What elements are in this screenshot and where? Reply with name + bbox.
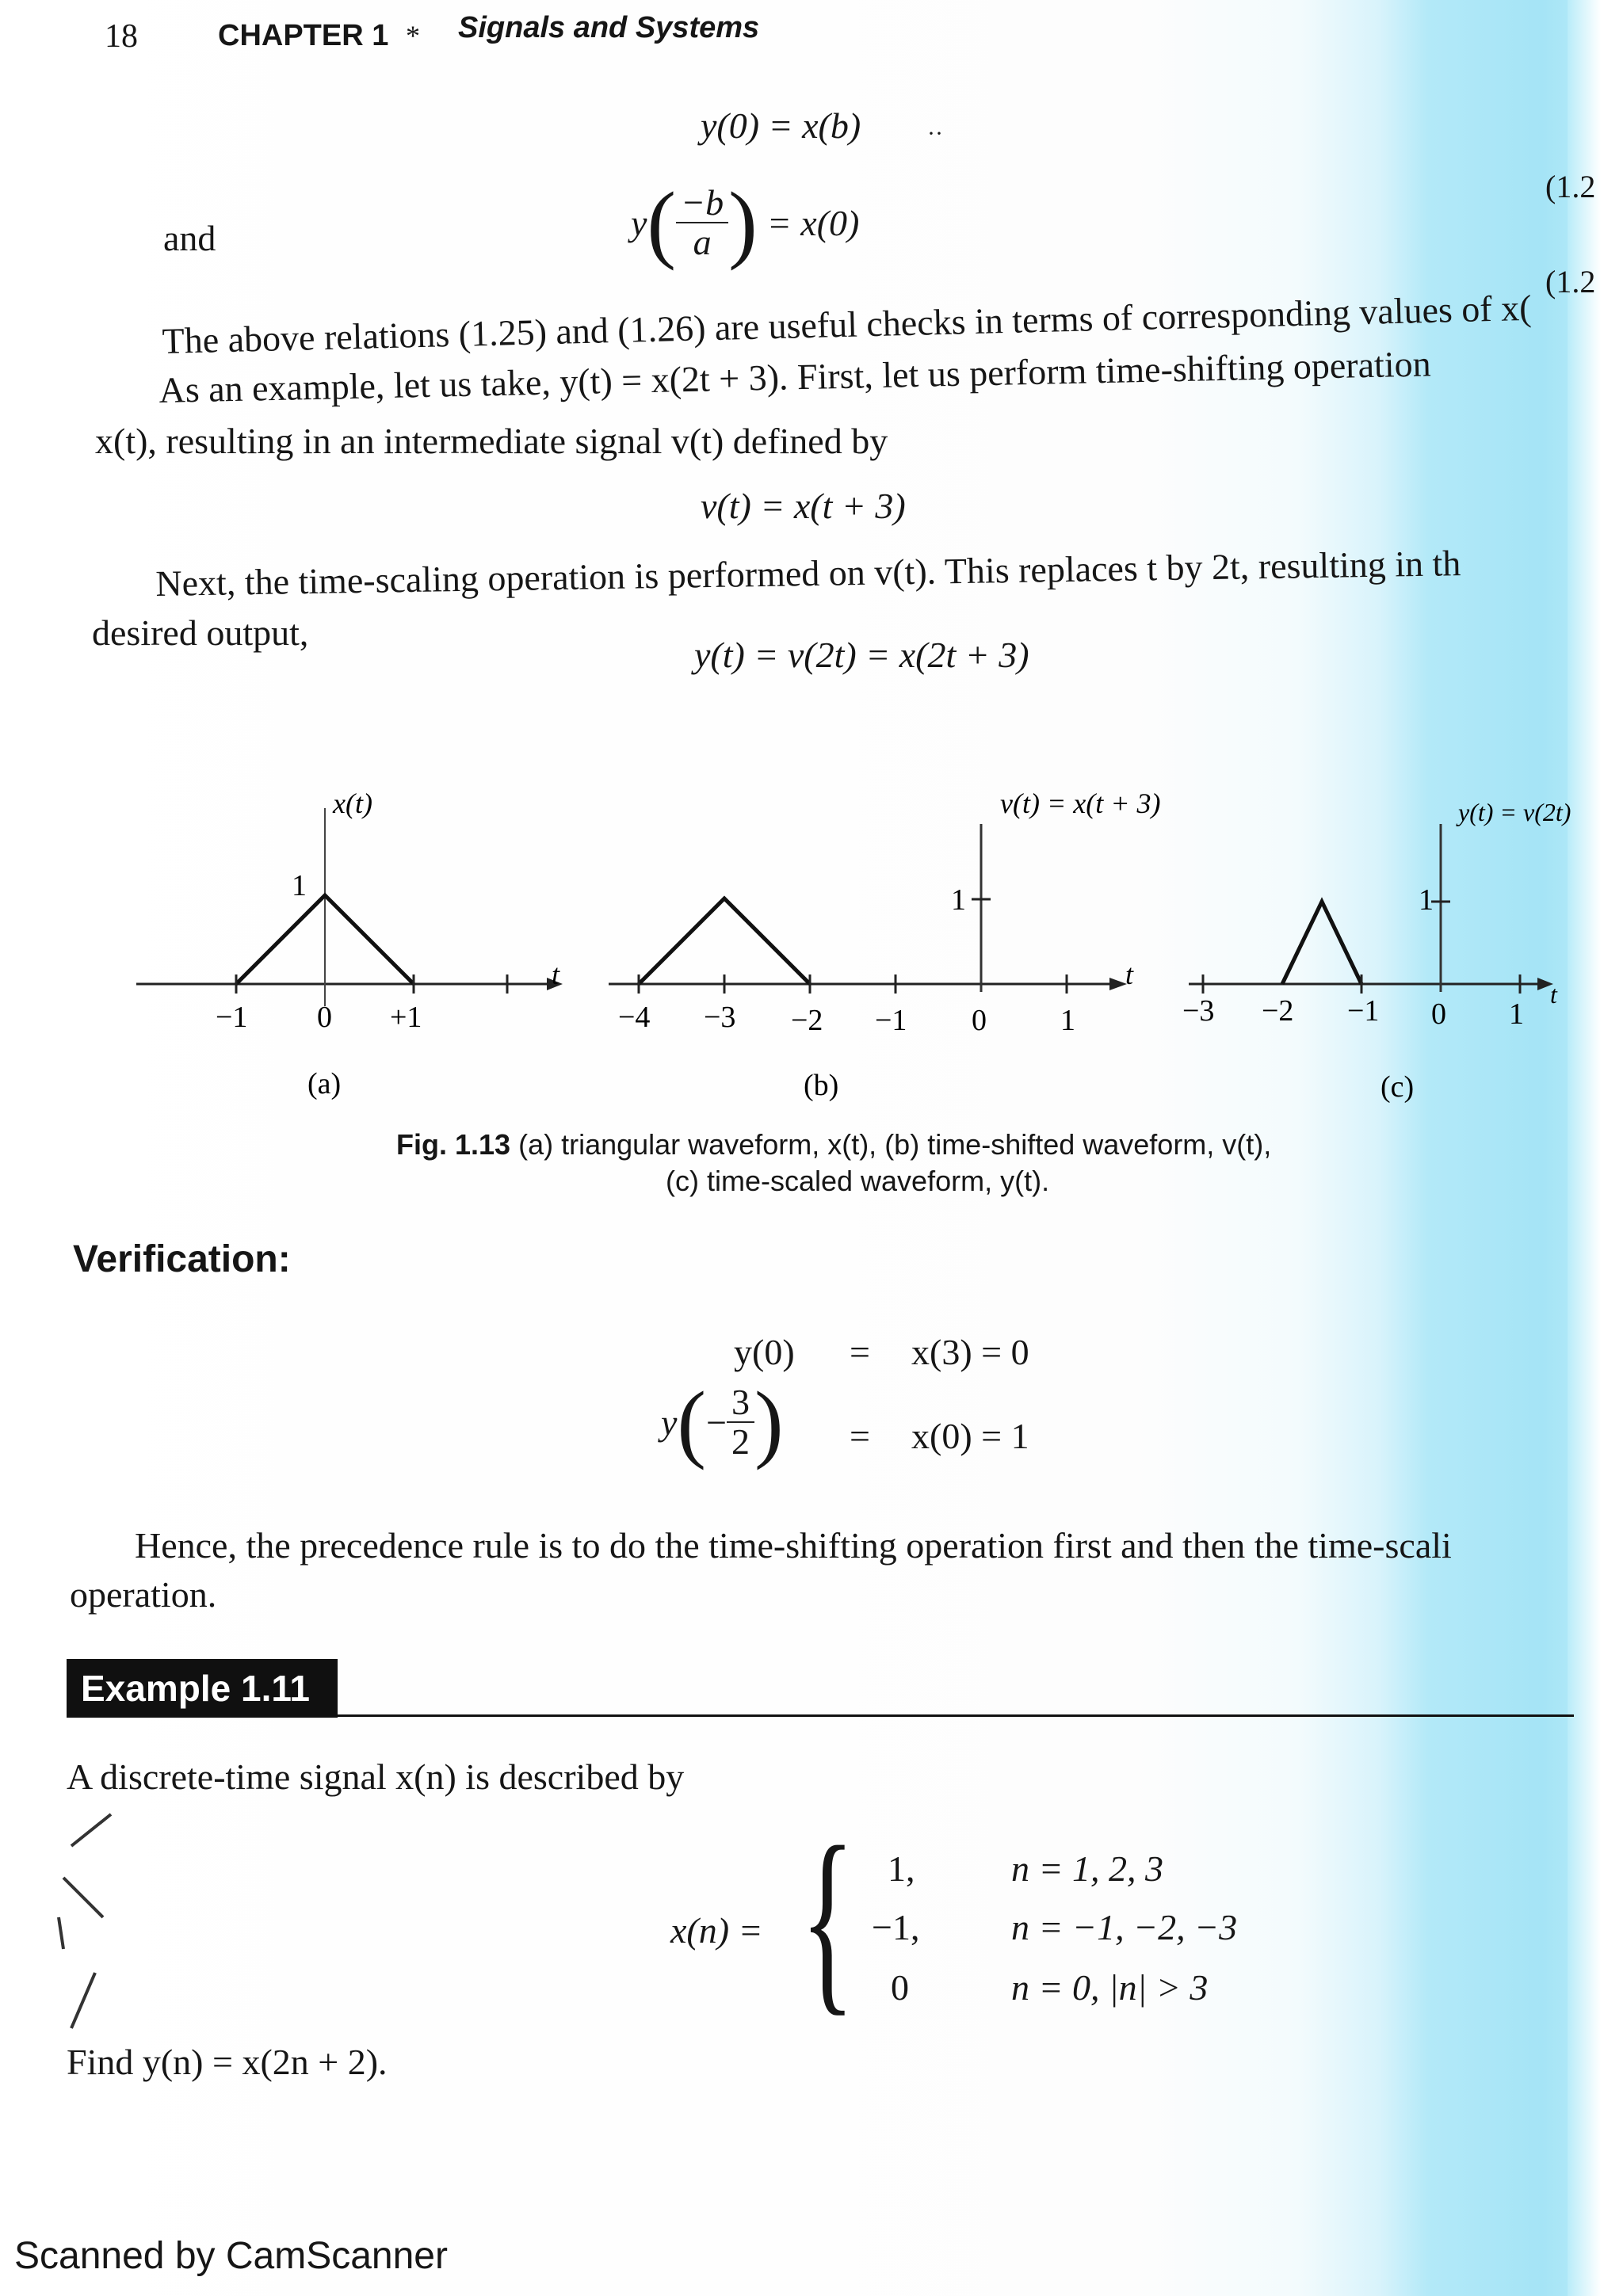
verification-row-2-equals: = xyxy=(850,1416,870,1456)
panel-a-title: x(t) xyxy=(333,788,372,819)
figure-caption-line-2: (c) time-scaled waveform, y(t). xyxy=(666,1165,1050,1197)
equation-y-symbol: y xyxy=(631,202,647,243)
panel-b-tick-label-1: −3 xyxy=(704,1001,736,1034)
panel-c-axis-var: t xyxy=(1550,980,1557,1009)
panel-c-tick-label-1: −2 xyxy=(1262,994,1294,1028)
panel-b-arrowhead xyxy=(1109,978,1127,990)
panel-c-title: y(t) = v(2t) xyxy=(1458,798,1571,826)
case-3-condition: n = 0, |n| > 3 xyxy=(1011,1967,1209,2008)
figure-caption-text-1: (a) triangular waveform, x(t), (b) time-shifted waveform, v(t), xyxy=(518,1128,1272,1161)
paragraph-1-line-1: The above relations (1.25) and (1.26) are useful checks in terms of corresponding values of x( xyxy=(162,287,1533,361)
equation-vt: v(t) = x(t + 3) xyxy=(701,486,906,526)
equation-tag-1: (1.2 xyxy=(1545,169,1596,204)
verification-row-1-lhs: y(0) xyxy=(734,1332,795,1372)
paragraph-1-line-2: As an example, let us take, y(t) = x(2t + 3). First, let us perform time-shifting operation xyxy=(158,343,1432,410)
panel-c-tick-label-4: 1 xyxy=(1509,997,1524,1031)
and-label: and xyxy=(163,218,216,258)
right-paren: ) xyxy=(728,174,758,271)
pen-annotation-marks xyxy=(48,1791,143,2052)
fraction-denominator: a xyxy=(693,222,712,262)
verification-row-1-rhs: x(3) = 0 xyxy=(911,1332,1029,1372)
paragraph-1-line-3: x(t), resulting in an intermediate signal v(t) defined by xyxy=(95,421,888,461)
panel-a xyxy=(136,788,563,1100)
figure-caption-number: Fig. 1.13 xyxy=(396,1128,511,1161)
verification-right-paren: ) xyxy=(754,1374,784,1470)
figure-1-13 xyxy=(0,776,1623,1125)
scan-edge-shadow xyxy=(1568,0,1623,2296)
panel-a-axis-var: t xyxy=(552,959,560,990)
equation-y0: y(0) = x(b) xyxy=(701,105,861,146)
case-1-value: 1, xyxy=(888,1848,915,1889)
page-number: 18 xyxy=(105,18,138,55)
panel-a-peak-label: 1 xyxy=(292,869,307,902)
panel-c-tick-label-2: −1 xyxy=(1347,994,1380,1028)
conclusion-line-1: Hence, the precedence rule is to do the time-shifting operation first and then the time-scali xyxy=(135,1525,1452,1566)
fraction-3: 3 xyxy=(727,1383,754,1423)
piecewise-brace: { xyxy=(800,1805,855,2033)
equation-yt: y(t) = v(2t) = x(2t + 3) xyxy=(694,635,1029,675)
panel-c-tick-label-0: −3 xyxy=(1182,994,1215,1028)
verification-row-2-rhs: x(0) = 1 xyxy=(911,1416,1029,1456)
panel-a-tick-label-1: 0 xyxy=(317,1001,332,1034)
panel-b-tick-label-5: 1 xyxy=(1060,1004,1075,1037)
verification-row-2-lhs xyxy=(661,1374,784,1470)
panel-b-triangle xyxy=(639,898,810,984)
paragraph-2-line-1: Next, the time-scaling operation is performed on v(t). This replaces t by 2t, resulting in th xyxy=(155,543,1461,604)
scanner-watermark: Scanned by CamScanner xyxy=(14,2235,448,2277)
equation-y-ratio xyxy=(631,174,860,271)
case-1-condition: n = 1, 2, 3 xyxy=(1011,1848,1164,1889)
panel-b-tick-label-0: −4 xyxy=(618,1001,651,1034)
panel-c-peak-label: 1 xyxy=(1419,883,1434,917)
example-heading: Example 1.11 xyxy=(67,1659,338,1718)
panel-a-tick-label-2: +1 xyxy=(390,1001,422,1034)
panel-c xyxy=(1182,798,1571,1104)
verification-minus: − xyxy=(706,1402,727,1443)
panel-c-triangle xyxy=(1282,902,1361,984)
panel-b-axis-var: t xyxy=(1125,959,1134,990)
verification-y-symbol: y xyxy=(661,1402,678,1443)
panel-c-label: (c) xyxy=(1381,1070,1415,1104)
panel-b-label: (b) xyxy=(804,1069,839,1102)
fraction-b-over-a xyxy=(676,181,728,262)
example-rule xyxy=(338,1714,1574,1717)
case-2-condition: n = −1, −2, −3 xyxy=(1011,1907,1238,1947)
paragraph-2-line-2: desired output, xyxy=(92,612,309,653)
panel-a-tick-label-0: −1 xyxy=(216,1001,248,1034)
equation-rhs-x0: = x(0) xyxy=(766,202,860,243)
fraction-2: 2 xyxy=(731,1421,750,1462)
header-separator: * xyxy=(406,20,420,51)
running-title: Signals and Systems xyxy=(458,11,760,44)
panel-b-tick-label-4: 0 xyxy=(972,1004,987,1037)
panel-c-tick-label-3: 0 xyxy=(1431,997,1446,1031)
case-2-value: −1, xyxy=(872,1907,920,1947)
conclusion-line-2: operation. xyxy=(70,1574,217,1615)
panel-b-tick-label-2: −2 xyxy=(791,1004,823,1037)
panel-b-title: v(t) = x(t + 3) xyxy=(1000,788,1161,819)
chapter-label: CHAPTER 1 xyxy=(218,19,389,52)
panel-b-peak-label: 1 xyxy=(951,883,966,917)
verification-heading: Verification: xyxy=(73,1238,291,1280)
panel-b-tick-label-3: −1 xyxy=(875,1004,907,1037)
verification-left-paren: ( xyxy=(677,1374,707,1470)
fraction-three-halves xyxy=(727,1383,754,1462)
panel-b xyxy=(609,788,1161,1102)
figure-caption-line-1 xyxy=(396,1128,1271,1161)
example-statement: A discrete-time signal x(n) is described by xyxy=(67,1756,685,1797)
left-paren: ( xyxy=(647,174,677,271)
example-task: Find y(n) = x(2n + 2). xyxy=(67,2042,388,2082)
scan-dots: ·· xyxy=(927,120,943,147)
piecewise-lhs: x(n) = xyxy=(670,1910,763,1951)
pen-stroke xyxy=(59,1814,111,2028)
verification-row-1-equals: = xyxy=(850,1332,870,1372)
fraction-numerator: −b xyxy=(676,184,728,223)
equation-tag-2: (1.2 xyxy=(1545,264,1596,299)
case-3-value: 0 xyxy=(891,1967,909,2008)
panel-a-label: (a) xyxy=(307,1067,342,1100)
